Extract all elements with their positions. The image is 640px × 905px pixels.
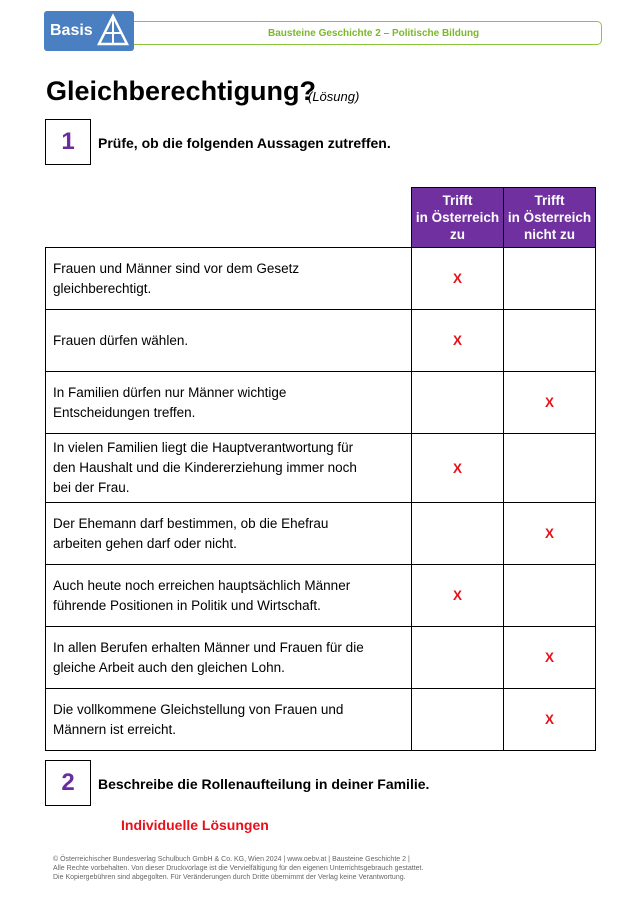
applies-cell: [412, 503, 504, 565]
header-line: zu: [450, 227, 465, 242]
column-header-not-applies: [504, 188, 596, 248]
statement-line: arbeiten gehen darf oder nicht.: [53, 535, 237, 551]
statement-cell: [46, 248, 412, 310]
logo-text: Basis: [50, 22, 93, 39]
basis-logo: [44, 11, 134, 51]
answer-mark: X: [544, 650, 554, 665]
task-2-instruction: Beschreibe die Rollenaufteilung in deiner Familie.: [98, 776, 430, 792]
header-line: nicht zu: [524, 227, 575, 242]
statement-cell: [46, 434, 412, 503]
footer: [53, 855, 573, 882]
footer-line: © Österreichischer Bundesverlag Schulbuch GmbH & Co. KG, Wien 2024 | www.oebv.at | Bausteine Geschichte 2 |: [53, 856, 410, 863]
table-row: [46, 434, 596, 503]
not-applies-cell: [504, 565, 596, 627]
statement-line: Entscheidungen treffen.: [53, 404, 196, 420]
not-applies-cell: [504, 434, 596, 503]
applies-cell: [412, 434, 504, 503]
table-row: [46, 248, 596, 310]
not-applies-cell: [504, 310, 596, 372]
statement-line: Frauen und Männer sind vor dem Gesetz: [53, 260, 300, 276]
applies-cell: [412, 310, 504, 372]
footer-line: Alle Rechte vorbehalten. Von dieser Druckvorlage ist die Vervielfältigung für den eigenen Unterrichtsgebrauch gestattet.: [53, 865, 424, 872]
statement-line: bei der Frau.: [53, 480, 130, 495]
answer-mark: X: [452, 460, 462, 476]
answer-mark: X: [452, 333, 462, 348]
column-header-applies: [412, 188, 504, 248]
statement-line: Männern ist erreicht.: [53, 721, 177, 737]
triangle-logo-icon: [96, 13, 130, 47]
not-applies-cell: [504, 627, 596, 689]
applies-cell: [412, 627, 504, 689]
statement-cell: [46, 565, 412, 627]
statement-line: führende Positionen in Politik und Wirtschaft.: [53, 597, 321, 613]
statement-line: den Haushalt und die Kindererziehung immer noch: [53, 460, 357, 475]
page-subtitle: (Lösung): [308, 89, 360, 104]
answer-mark: X: [544, 712, 554, 727]
statement-cell: [46, 503, 412, 565]
applies-cell: [412, 248, 504, 310]
not-applies-cell: [504, 248, 596, 310]
not-applies-cell: [504, 503, 596, 565]
header-line: Trifft: [442, 193, 473, 208]
not-applies-cell: [504, 372, 596, 434]
applies-cell: [412, 372, 504, 434]
header-line: in Österreich: [507, 210, 592, 225]
task-number-1: 1: [45, 119, 91, 165]
table-row: [46, 565, 596, 627]
statement-line: Frauen dürfen wählen.: [53, 332, 189, 348]
applies-cell: [412, 565, 504, 627]
footer-line: Die Kopiergebühren sind abgegolten. Für Veränderungen durch Dritte übernimmt der Verlag keine Verantwortung.: [53, 874, 406, 881]
statement-cell: [46, 310, 412, 372]
statement-line: In allen Berufen erhalten Männer und Frauen für die: [53, 639, 364, 655]
task-number-2: 2: [45, 760, 91, 806]
statement-cell: [46, 689, 412, 751]
header-line: Trifft: [534, 193, 565, 208]
series-title: Bausteine Geschichte 2 – Politische Bildung: [268, 28, 480, 39]
not-applies-cell: [504, 689, 596, 751]
statement-cell: [46, 372, 412, 434]
answer-mark: X: [452, 588, 462, 603]
answer-mark: X: [452, 271, 462, 286]
task-1-instruction: Prüfe, ob die folgenden Aussagen zutreffen.: [98, 135, 391, 151]
applies-cell: [412, 689, 504, 751]
statement-line: gleichberechtigt.: [53, 280, 152, 296]
table-corner: [46, 188, 412, 248]
statement-cell: [46, 627, 412, 689]
table-row: [46, 627, 596, 689]
statements-table: [45, 187, 596, 751]
answer-mark: X: [544, 395, 554, 410]
statement-line: In vielen Familien liegt die Hauptverantwortung für: [53, 440, 354, 455]
page-title: Gleichberechtigung?: [46, 76, 317, 106]
solution-text: Individuelle Lösungen: [121, 817, 269, 833]
statement-line: In Familien dürfen nur Männer wichtige: [53, 384, 287, 400]
table-row: [46, 310, 596, 372]
header-line: in Österreich: [415, 210, 500, 225]
table-row: [46, 372, 596, 434]
table-row: [46, 689, 596, 751]
statement-line: gleiche Arbeit auch den gleichen Lohn.: [53, 659, 285, 675]
statement-line: Die vollkommene Gleichstellung von Frauen und: [53, 701, 344, 717]
table-row: [46, 503, 596, 565]
statement-line: Auch heute noch erreichen hauptsächlich Männer: [53, 577, 351, 593]
statement-line: Der Ehemann darf bestimmen, ob die Ehefrau: [53, 515, 329, 531]
answer-mark: X: [544, 526, 554, 541]
